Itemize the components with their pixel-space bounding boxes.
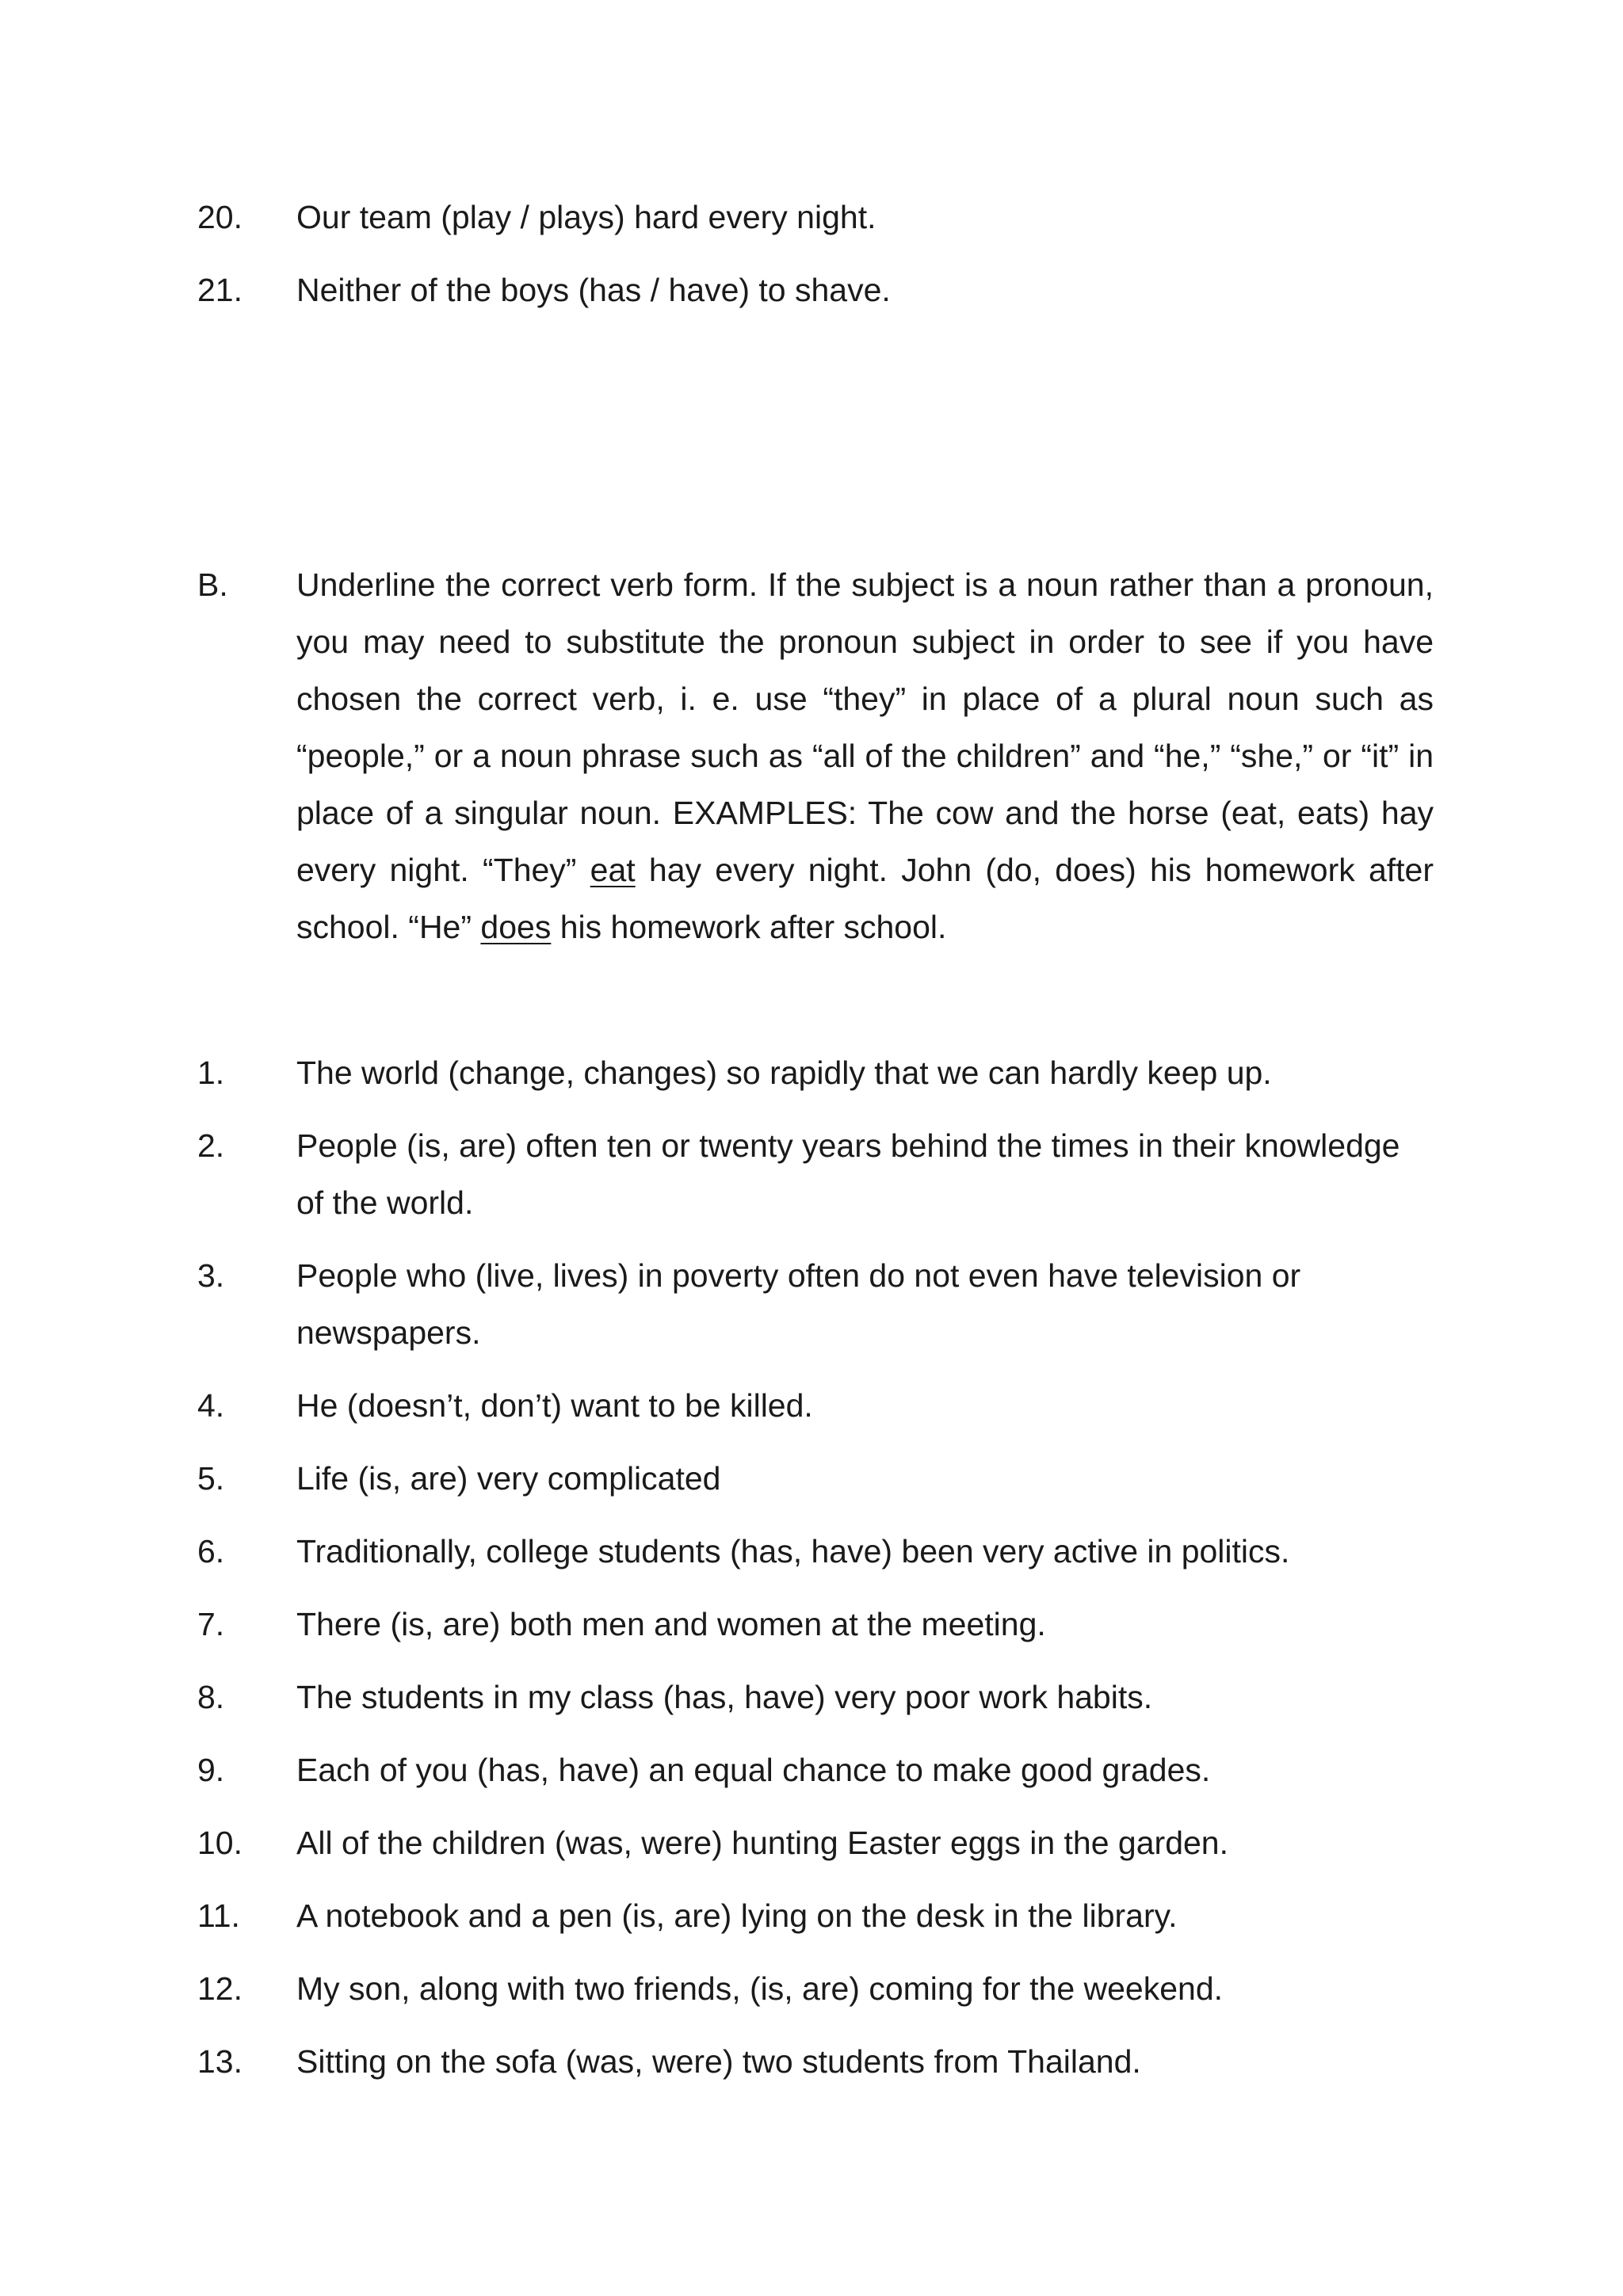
item-text: People (is, are) often ten or twenty years behind the times in their knowledge of the world. xyxy=(296,1127,1400,1221)
list-item-13 xyxy=(197,2033,1434,2090)
item-number: 4. xyxy=(197,1387,225,1424)
list-item-2 xyxy=(197,1117,1434,1231)
instructions-part-2: hay every night. John (do, does) his homework after school. “He” xyxy=(296,852,1434,945)
example-underlined-does: does xyxy=(480,909,552,945)
instructions-text xyxy=(296,556,1434,955)
item-text: A notebook and a pen (is, are) lying on the desk in the library. xyxy=(296,1897,1178,1934)
item-text: Neither of the boys (has / have) to shave. xyxy=(296,272,891,308)
item-number: 20. xyxy=(197,199,242,235)
item-number: 1. xyxy=(197,1055,225,1091)
item-text: The students in my class (has, have) very poor work habits. xyxy=(296,1679,1153,1715)
item-number: 10. xyxy=(197,1825,242,1861)
item-number: 12. xyxy=(197,1970,242,2007)
item-number: 11. xyxy=(197,1897,240,1934)
item-text: People who (live, lives) in poverty often do not even have television or newspapers. xyxy=(296,1257,1301,1351)
item-number: 6. xyxy=(197,1533,225,1569)
item-number: 2. xyxy=(197,1127,225,1164)
item-number: 7. xyxy=(197,1606,225,1642)
item-text: The world (change, changes) so rapidly that we can hardly keep up. xyxy=(296,1055,1272,1091)
example-underlined-eat: eat xyxy=(590,852,636,888)
item-number: 21. xyxy=(197,272,242,308)
list-item-11 xyxy=(197,1887,1434,1944)
item-number: 3. xyxy=(197,1257,225,1294)
list-item-7 xyxy=(197,1596,1434,1653)
item-text: Traditionally, college students (has, have) been very active in politics. xyxy=(296,1533,1290,1569)
list-item-3 xyxy=(197,1247,1434,1361)
item-text: Sitting on the sofa (was, were) two students from Thailand. xyxy=(296,2043,1141,2080)
item-text: There (is, are) both men and women at the meeting. xyxy=(296,1606,1046,1642)
instructions-part-3: his homework after school. xyxy=(551,909,947,945)
item-number: 8. xyxy=(197,1679,225,1715)
list-item-9 xyxy=(197,1741,1434,1798)
item-number: 9. xyxy=(197,1752,225,1788)
instructions-part-1: Underline the correct verb form. If the subject is a noun rather than a pronoun, you may need to substitute the pronoun subject in order to see if you have chosen the correct verb, i. e. use “they” in place of a plural noun such as “people,” or a noun phrase such as “all of the children” and “he,” “she,” or “it” in place of a singular noun. EXAMPLES: The cow and the horse (eat, eats) hay every night. “They” xyxy=(296,566,1434,888)
item-number: 13. xyxy=(197,2043,242,2080)
list-item-12 xyxy=(197,1960,1434,2017)
list-item-1 xyxy=(197,1044,1434,1101)
list-item-6 xyxy=(197,1523,1434,1580)
item-number: 5. xyxy=(197,1460,225,1497)
list-item-4 xyxy=(197,1377,1434,1434)
list-item-10 xyxy=(197,1814,1434,1871)
list-item-8 xyxy=(197,1669,1434,1726)
list-item-5 xyxy=(197,1450,1434,1507)
item-text: My son, along with two friends, (is, are) coming for the weekend. xyxy=(296,1970,1224,2007)
item-text: Each of you (has, have) an equal chance to make good grades. xyxy=(296,1752,1211,1788)
section-b-instructions xyxy=(197,556,1434,955)
item-text: All of the children (was, were) hunting Easter eggs in the garden. xyxy=(296,1825,1228,1861)
list-item-21 xyxy=(197,261,1434,318)
list-item-20 xyxy=(197,189,1434,246)
item-text: Life (is, are) very complicated xyxy=(296,1460,721,1497)
item-text: He (doesn’t, don’t) want to be killed. xyxy=(296,1387,813,1424)
item-text: Our team (play / plays) hard every night. xyxy=(296,199,876,235)
section-label: B. xyxy=(197,566,228,603)
